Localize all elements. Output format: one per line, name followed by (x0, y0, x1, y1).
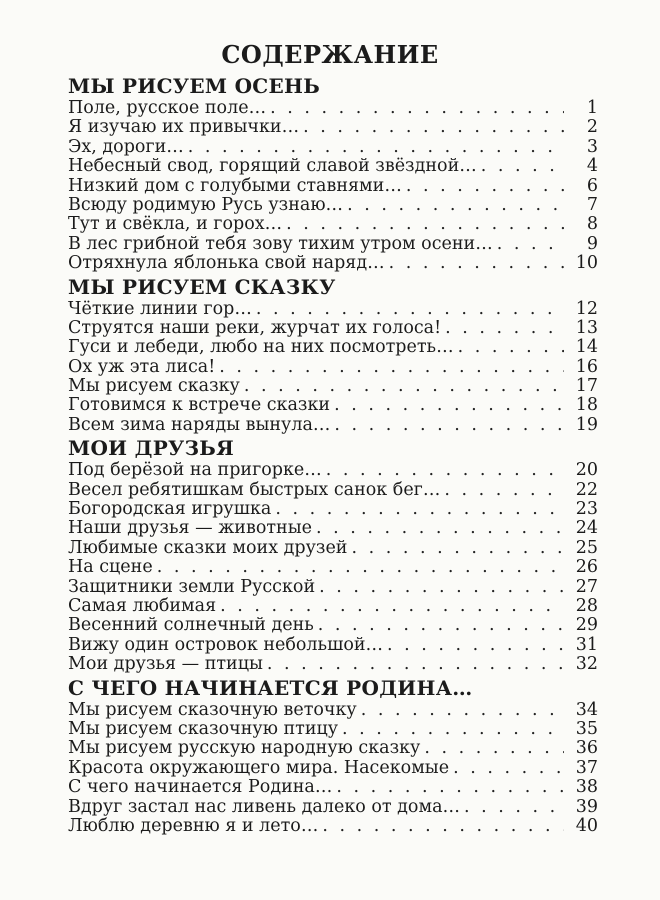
dot-leader (424, 739, 564, 758)
entry-title: Отряхнула яблонька свой наряд… (68, 253, 385, 274)
dot-leader (389, 254, 564, 273)
dot-leader (220, 597, 564, 616)
page-number: 27 (575, 576, 598, 597)
dot-leader (342, 720, 564, 739)
page-number: 36 (575, 738, 598, 759)
dot-leader (256, 300, 564, 319)
toc-entry[interactable] (68, 396, 598, 415)
section-heading: МЫ РИСУЕМ СКАЗКУ (68, 274, 336, 299)
dot-leader (347, 196, 564, 215)
toc-entry[interactable] (68, 720, 598, 739)
dot-leader (464, 798, 564, 817)
entry-title: Любимые сказки моих друзей (68, 537, 348, 558)
dot-leader (334, 396, 564, 415)
toc-entry[interactable] (68, 701, 598, 720)
toc-entry[interactable] (68, 338, 598, 357)
section-heading: МОИ ДРУЗЬЯ (68, 436, 235, 461)
entry-title: Гуси и лебеди, любо на них посмотреть… (68, 337, 454, 358)
page-number: 26 (575, 557, 598, 578)
page-number: 12 (575, 298, 598, 319)
page-number: 20 (575, 460, 598, 481)
page-number: 31 (575, 634, 598, 655)
page-number: 7 (586, 194, 598, 215)
entry-title: Всем зима наряды вынула… (68, 414, 331, 435)
toc-entry[interactable] (68, 461, 598, 480)
page-number: 39 (575, 796, 598, 817)
toc-entry[interactable] (68, 377, 598, 396)
toc-entry[interactable] (68, 138, 598, 157)
toc-entry[interactable] (68, 196, 598, 215)
page-number: 24 (575, 518, 598, 539)
entry-title: Струятся наши реки, журчат их голоса! (68, 317, 442, 338)
page-number: 6 (586, 175, 598, 196)
page-number: 1 (586, 98, 598, 118)
toc-entry[interactable] (68, 254, 598, 273)
page-number: 4 (586, 156, 598, 177)
dot-leader (157, 558, 564, 577)
entry-title: С чего начинается Родина… (68, 777, 333, 798)
page-number: 38 (575, 777, 598, 798)
entry-title: Мы рисуем сказочную веточку (68, 699, 357, 720)
toc-entry[interactable] (68, 177, 598, 196)
entry-title: На сцене (68, 557, 153, 578)
toc-entry[interactable] (68, 519, 598, 538)
page-number: 19 (575, 414, 598, 435)
toc-entry[interactable] (68, 416, 598, 435)
dot-leader (318, 616, 564, 635)
toc-entry[interactable] (68, 739, 598, 758)
page-number: 17 (575, 376, 598, 397)
page-number: 32 (575, 654, 598, 675)
entry-title: Вижу один островок небольшой… (68, 634, 384, 655)
toc-entry[interactable] (68, 539, 598, 558)
page-number: 8 (586, 214, 598, 235)
toc-entry[interactable] (68, 759, 598, 778)
page-number: 29 (575, 615, 598, 636)
table-of-contents (68, 73, 598, 836)
dot-leader (244, 377, 564, 396)
entry-title: Самая любимая (68, 595, 217, 616)
toc-entry[interactable] (68, 319, 598, 338)
entry-title: Люблю деревню я и лето… (68, 815, 319, 836)
dot-leader (286, 215, 564, 234)
toc-entry[interactable] (68, 358, 598, 377)
toc-entry[interactable] (68, 300, 598, 319)
entry-title: Под берёзой на пригорке… (68, 460, 322, 481)
page-number: 18 (575, 395, 598, 416)
toc-entry[interactable] (68, 558, 598, 577)
entry-title: Готовимся к встрече сказки (68, 395, 331, 416)
entry-title: Низкий дом с голубыми ставнями… (68, 175, 402, 196)
dot-leader (351, 539, 564, 558)
dot-leader (453, 759, 564, 778)
dot-leader (334, 416, 564, 435)
toc-entry[interactable] (68, 157, 598, 176)
page-number: 14 (575, 337, 598, 358)
dot-leader (458, 338, 564, 357)
dot-leader (316, 519, 564, 538)
page-number: 3 (586, 136, 598, 157)
dot-leader (336, 778, 564, 797)
page-number: 22 (575, 479, 598, 500)
dot-leader (303, 118, 564, 137)
dot-leader (406, 177, 564, 196)
entry-title: Тут и свёкла, и горох… (68, 214, 283, 235)
entry-title: Небесный свод, горящий славой звёздной… (68, 156, 477, 177)
toc-entry[interactable] (68, 99, 598, 118)
entry-title: Богородская игрушка (68, 499, 272, 520)
page-number: 28 (575, 595, 598, 616)
toc-entry[interactable] (68, 817, 598, 836)
toc-entry[interactable] (68, 636, 598, 655)
entry-title: Мы рисуем сказку (68, 376, 240, 397)
entry-title: Мы рисуем сказочную птицу (68, 718, 339, 739)
page-number: 13 (575, 317, 598, 338)
dot-leader (270, 99, 564, 118)
entry-title: Красота окружающего мира. Насекомые (68, 757, 450, 778)
page-number: 9 (586, 233, 598, 254)
toc-entry[interactable] (68, 481, 598, 500)
page-number: 16 (575, 356, 598, 377)
entry-title: Чёткие линии гор… (68, 298, 252, 319)
dot-leader (445, 319, 564, 338)
page-number: 25 (575, 537, 598, 558)
entry-title: Всюду родимую Русь узнаю… (68, 194, 344, 215)
page-number: 35 (575, 718, 598, 739)
entry-title: Защитники земли Русской (68, 576, 316, 597)
toc-entry[interactable] (68, 500, 598, 519)
dot-leader (481, 157, 564, 176)
toc-entry[interactable] (68, 616, 598, 635)
entry-title: Поле, русское поле… (68, 98, 267, 118)
dot-leader (322, 817, 564, 836)
page-title: СОДЕРЖАНИЕ (221, 40, 439, 69)
section-heading: МЫ РИСУЕМ ОСЕНЬ (68, 74, 321, 98)
page-number: 37 (575, 757, 598, 778)
entry-title: Весел ребятишкам быстрых санок бег… (68, 479, 441, 500)
toc-entry[interactable] (68, 798, 598, 817)
toc-entry[interactable] (68, 235, 598, 254)
entry-title: Вдруг застал нас ливень далеко от дома… (68, 796, 460, 817)
entry-title: Ох уж эта лиса! (68, 356, 216, 377)
dot-leader (497, 235, 564, 254)
page-number: 2 (586, 117, 598, 138)
entry-title: Эх, дороги… (68, 136, 184, 157)
entry-title: Мои друзья — птицы (68, 654, 263, 675)
toc-entry[interactable] (68, 215, 598, 234)
page-number: 40 (575, 815, 598, 836)
entry-title: Весенний солнечный день (68, 615, 314, 636)
page-number: 10 (575, 253, 598, 274)
section-heading: С ЧЕГО НАЧИНАЕТСЯ РОДИНА… (68, 675, 473, 700)
dot-leader (267, 655, 564, 674)
toc-entry[interactable] (68, 118, 598, 137)
toc-entry[interactable] (68, 778, 598, 797)
toc-entry[interactable] (68, 597, 598, 616)
toc-entry[interactable] (68, 655, 598, 674)
dot-leader (188, 138, 564, 157)
dot-leader (387, 636, 564, 655)
page-number: 23 (575, 499, 598, 520)
toc-entry[interactable] (68, 578, 598, 597)
dot-leader (319, 578, 564, 597)
page-number: 34 (575, 699, 598, 720)
entry-title: В лес грибной тебя зову тихим утром осени… (68, 233, 493, 254)
entry-title: Мы рисуем русскую народную сказку (68, 738, 421, 759)
dot-leader (219, 358, 564, 377)
dot-leader (361, 701, 564, 720)
entry-title: Я изучаю их привычки… (68, 117, 300, 138)
dot-leader (326, 461, 564, 480)
dot-leader (444, 481, 564, 500)
dot-leader (275, 500, 564, 519)
entry-title: Наши друзья — животные (68, 518, 312, 539)
